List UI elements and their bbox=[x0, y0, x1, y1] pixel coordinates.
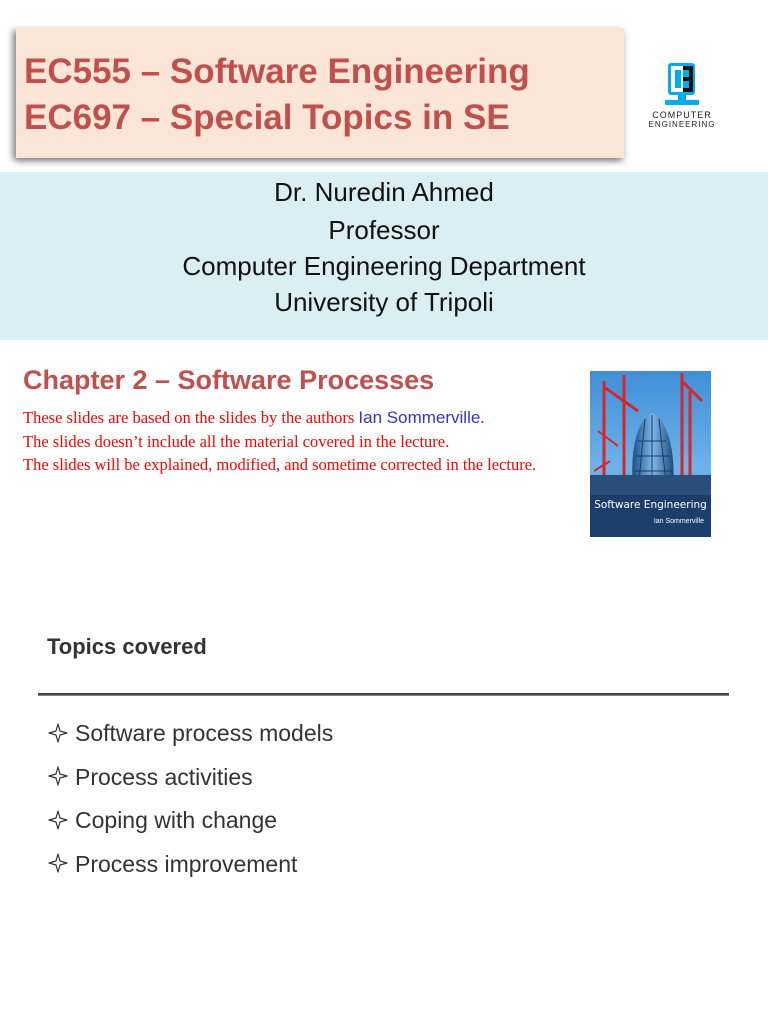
course-title-ec555: EC555 – Software Engineering bbox=[24, 52, 530, 91]
computer-engineering-logo-icon bbox=[634, 60, 730, 132]
notes-line2: The slides doesn’t include all the material covered in the lecture. bbox=[23, 431, 450, 451]
author-department: Computer Engineering Department bbox=[182, 251, 586, 281]
book-cover-illustration bbox=[590, 371, 711, 537]
book-author-link: Ian Sommerville bbox=[358, 408, 481, 427]
list-item bbox=[47, 756, 333, 800]
topics-list bbox=[47, 712, 333, 886]
notes-line1-suffix: . bbox=[480, 408, 485, 427]
book-cover-author: Ian Sommerville bbox=[653, 518, 704, 525]
logo-caption-engineering: ENGINEERING bbox=[648, 120, 716, 129]
notes-line1-prefix: These slides are based on the slides by the authors bbox=[23, 408, 359, 427]
topic-label: Coping with change bbox=[75, 807, 278, 834]
author-info-band bbox=[0, 172, 768, 340]
logo-caption-computer: COMPUTER bbox=[652, 110, 712, 120]
course-title-banner bbox=[16, 28, 624, 158]
slide-notes bbox=[23, 406, 573, 477]
four-point-star-bullet-icon bbox=[47, 722, 69, 744]
list-item bbox=[47, 843, 333, 887]
book-cover-image bbox=[590, 371, 711, 537]
notes-line3: The slides will be explained, modified, and sometime corrected in the lecture. bbox=[23, 455, 537, 474]
topic-label: Process activities bbox=[75, 763, 253, 790]
logo-mark-icon bbox=[634, 60, 730, 110]
author-name: Dr. Nuredin Ahmed bbox=[274, 177, 494, 207]
chapter-title: Chapter 2 – Software Processes bbox=[23, 365, 435, 395]
topics-heading: Topics covered bbox=[47, 634, 207, 659]
four-point-star-bullet-icon bbox=[47, 765, 69, 787]
author-university: University of Tripoli bbox=[274, 287, 494, 317]
topics-slide bbox=[0, 600, 768, 1024]
list-item bbox=[47, 799, 333, 843]
four-point-star-bullet-icon bbox=[47, 809, 69, 831]
book-cover-title: Software Engineering bbox=[594, 499, 707, 511]
course-title-ec697: EC697 – Special Topics in SE bbox=[24, 98, 510, 137]
list-item bbox=[47, 712, 333, 756]
author-position: Professor bbox=[328, 215, 440, 245]
heading-divider bbox=[38, 693, 729, 696]
topic-label: Process improvement bbox=[75, 850, 298, 877]
four-point-star-bullet-icon bbox=[47, 852, 69, 874]
topic-label: Software process models bbox=[75, 720, 334, 747]
